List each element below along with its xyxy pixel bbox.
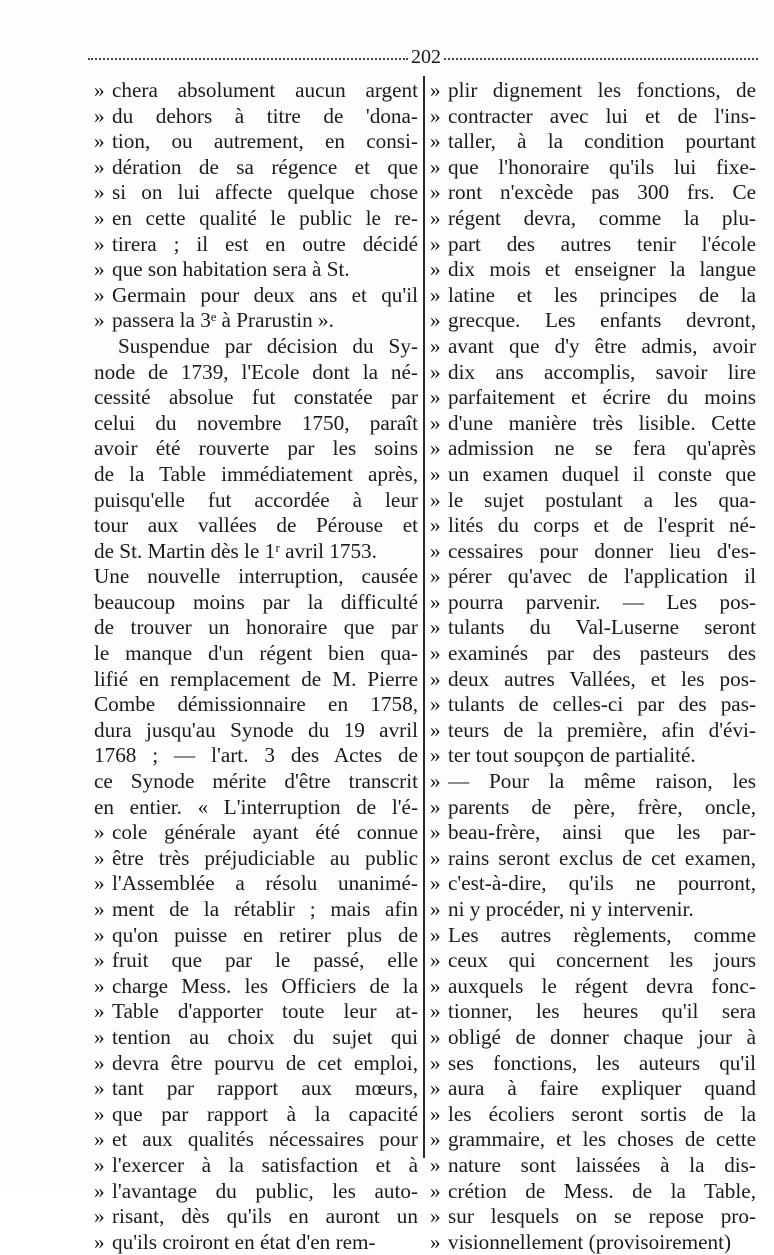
quote-mark: » <box>430 1076 441 1101</box>
text-line <box>430 590 756 616</box>
line-text: cessaires pour donner lieu d'es- <box>448 538 756 563</box>
text-line <box>94 871 418 897</box>
text-line <box>94 743 418 769</box>
quote-mark: » <box>430 871 441 896</box>
page-number: 202 <box>411 46 441 68</box>
quote-mark: » <box>94 129 105 154</box>
quote-mark: » <box>430 1050 441 1075</box>
line-text: dura jusqu'au Synode du 19 avril <box>94 717 418 742</box>
text-line <box>430 411 756 437</box>
quote-mark: » <box>430 794 441 819</box>
line-text: grecque. Les enfants devront, <box>448 308 756 333</box>
line-text: latine et les principes de la <box>448 282 756 307</box>
text-line <box>94 1076 418 1102</box>
text-line <box>430 539 756 565</box>
quote-mark: » <box>430 385 441 410</box>
line-text: risant, dès qu'ils en auront un <box>112 1204 418 1229</box>
text-line <box>430 462 756 488</box>
quote-mark: » <box>430 513 441 538</box>
text-line <box>430 180 756 206</box>
text-line <box>430 1153 756 1179</box>
line-text: passera la 3ᵉ à Prarustin ». <box>112 308 334 333</box>
text-line <box>430 104 756 130</box>
line-text: que l'honoraire qu'ils lui fixe- <box>448 154 756 179</box>
line-text: examinés par des pasteurs des <box>448 641 756 666</box>
line-text: Table d'apporter toute leur at- <box>112 999 418 1024</box>
line-text: avant que d'y être admis, avoir <box>448 333 756 358</box>
text-line <box>94 385 418 411</box>
quote-mark: » <box>430 1101 441 1126</box>
text-line <box>430 897 756 923</box>
text-line <box>430 1179 756 1205</box>
text-line <box>94 718 418 744</box>
text-line <box>94 795 418 821</box>
line-text: beau-frère, ainsi que les par- <box>448 820 756 845</box>
quote-mark: » <box>430 180 441 205</box>
line-text: tention au choix du sujet qui <box>112 1024 418 1049</box>
text-line <box>94 820 418 846</box>
line-text: dération de sa régence et que <box>112 154 418 179</box>
line-text: de la Table immédiatement après, <box>94 461 418 486</box>
line-text: parfaitement et écrire du moins <box>448 385 756 410</box>
line-text: ront n'excède pas 300 frs. Ce <box>448 180 756 205</box>
text-line <box>430 820 756 846</box>
quote-mark: » <box>430 743 441 768</box>
line-text: être très préjudiciable au public <box>112 845 418 870</box>
text-line <box>94 769 418 795</box>
quote-mark: » <box>430 564 441 589</box>
line-text: de trouver un honoraire que par <box>94 615 418 640</box>
quote-mark: » <box>94 1178 105 1203</box>
quote-mark: » <box>430 487 441 512</box>
text-line <box>94 564 418 590</box>
quote-mark: » <box>94 257 105 282</box>
quote-mark: » <box>430 717 441 742</box>
quote-mark: » <box>94 1204 105 1229</box>
text-line <box>94 846 418 872</box>
header-rule-left <box>88 58 408 60</box>
text-line <box>94 1127 418 1153</box>
line-text: rains seront exclus de cet examen, <box>448 845 756 870</box>
text-line <box>94 411 418 437</box>
line-text: ni y procéder, ni y intervenir. <box>448 897 694 921</box>
text-line <box>94 436 418 462</box>
line-text: tant par rapport aux mœurs, <box>112 1076 418 1101</box>
line-text: avoir été rouverte par les soins <box>94 436 418 461</box>
text-line <box>94 360 418 386</box>
line-text: chera absolument aucun argent <box>112 78 418 102</box>
quote-mark: » <box>430 257 441 282</box>
text-line <box>94 283 418 309</box>
line-text: node de 1739, l'Ecole dont la né- <box>94 359 418 384</box>
text-line <box>430 257 756 283</box>
line-text: lifié en remplacement de M. Pierre <box>94 666 418 691</box>
line-text: Les autres règlements, comme <box>448 922 756 947</box>
quote-mark: » <box>430 282 441 307</box>
text-line <box>430 1230 756 1255</box>
text-line <box>94 1230 418 1255</box>
text-line <box>430 1025 756 1051</box>
text-line <box>94 257 418 283</box>
quote-mark: » <box>430 589 441 614</box>
text-line <box>430 232 756 258</box>
text-line <box>94 1051 418 1077</box>
line-text: tour aux vallées de Pérouse et <box>94 513 418 538</box>
line-text: parents de père, frère, oncle, <box>448 794 756 819</box>
text-line <box>94 923 418 949</box>
quote-mark: » <box>430 769 441 794</box>
text-line <box>94 974 418 1000</box>
text-line <box>430 718 756 744</box>
quote-mark: » <box>430 205 441 230</box>
text-line <box>94 1204 418 1230</box>
line-text: le manque d'un régent bien qua- <box>94 641 418 666</box>
quote-mark: » <box>94 1024 105 1049</box>
line-text: nature sont laissées à la dis- <box>448 1152 756 1177</box>
text-line <box>430 360 756 386</box>
text-line <box>94 334 418 360</box>
quote-mark: » <box>94 1127 105 1152</box>
quote-mark: » <box>430 538 441 563</box>
header-rule-right <box>444 58 758 60</box>
quote-mark: » <box>430 1152 441 1177</box>
line-text: ment de la rétablir ; mais afin <box>112 897 418 921</box>
line-text: contracter avec lui et de l'ins- <box>448 103 756 128</box>
line-text: c'est-à-dire, qu'ils ne pourront, <box>448 871 756 896</box>
quote-mark: » <box>94 820 105 845</box>
text-line <box>94 513 418 539</box>
quote-mark: » <box>430 999 441 1024</box>
text-line <box>94 78 418 104</box>
text-line <box>94 999 418 1025</box>
line-text: le sujet postulant a les qua- <box>448 487 756 512</box>
page-header <box>88 44 758 72</box>
text-line <box>430 155 756 181</box>
line-text: auxquels le régent devra fonc- <box>448 973 756 998</box>
quote-mark: » <box>430 1204 441 1229</box>
text-line <box>430 283 756 309</box>
quote-mark: » <box>94 999 105 1024</box>
line-text: admission ne se fera qu'après <box>448 436 756 461</box>
text-column-right <box>430 78 756 1255</box>
text-line <box>430 1102 756 1128</box>
line-text: charge Mess. les Officiers de la <box>112 973 418 998</box>
quote-mark: » <box>430 1229 441 1254</box>
line-text: pérer qu'avec de l'application il <box>448 564 756 589</box>
quote-mark: » <box>430 973 441 998</box>
quote-mark: » <box>94 948 105 973</box>
text-line <box>94 206 418 232</box>
text-line <box>94 1153 418 1179</box>
quote-mark: » <box>94 282 105 307</box>
quote-mark: » <box>430 1178 441 1203</box>
text-line <box>94 488 418 514</box>
line-text: l'Assemblée a résolu unanimé- <box>112 871 418 896</box>
line-text: puisqu'elle fut accordée à leur <box>94 487 418 512</box>
quote-mark: » <box>94 1152 105 1177</box>
text-line <box>94 897 418 923</box>
text-line <box>430 974 756 1000</box>
quote-mark: » <box>430 1024 441 1049</box>
text-line <box>430 615 756 641</box>
text-line <box>430 308 756 334</box>
line-text: ceux qui concernent les jours <box>448 948 756 973</box>
text-line <box>430 871 756 897</box>
line-text: part des autres tenir l'école <box>448 231 756 256</box>
text-line <box>430 948 756 974</box>
line-text: teurs de la première, afin d'évi- <box>448 717 756 742</box>
quote-mark: » <box>94 871 105 896</box>
line-text: et aux qualités nécessaires pour <box>112 1127 418 1152</box>
text-line <box>430 692 756 718</box>
line-text: que son habitation sera à St. <box>112 257 350 282</box>
line-text: celui du novembre 1750, paraît <box>94 410 418 435</box>
quote-mark: » <box>94 922 105 947</box>
quote-mark: » <box>430 410 441 435</box>
quote-mark: » <box>94 78 105 102</box>
text-line <box>94 1102 418 1128</box>
line-text: 1768 ; — l'art. 3 des Actes de <box>94 743 418 768</box>
quote-mark: » <box>94 1229 105 1254</box>
quote-mark: » <box>94 1101 105 1126</box>
quote-mark: » <box>94 205 105 230</box>
line-text: dix ans accomplis, savoir lire <box>448 359 756 384</box>
line-text: plir dignement les fonctions, de <box>448 78 756 102</box>
line-text: — Pour la même raison, les <box>448 769 756 794</box>
quote-mark: » <box>430 359 441 384</box>
text-column-left <box>94 78 418 1255</box>
line-text: que par rapport à la capacité <box>112 1101 418 1126</box>
quote-mark: » <box>94 231 105 256</box>
text-line <box>430 1204 756 1230</box>
line-text: qu'on puisse en retirer plus de <box>112 922 418 947</box>
line-text: lités du corps et de l'esprit né- <box>448 513 756 538</box>
line-text: un examen duquel il conste que <box>448 461 756 486</box>
text-line <box>430 846 756 872</box>
text-line <box>94 104 418 130</box>
line-text: dix mois et enseigner la langue <box>448 257 756 282</box>
quote-mark: » <box>430 78 441 102</box>
line-text: ses fonctions, les auteurs qu'il <box>448 1050 756 1075</box>
line-text: Combe démissionnaire en 1758, <box>94 692 418 717</box>
line-text: du dehors à titre de 'dona- <box>112 103 418 128</box>
quote-mark: » <box>430 641 441 666</box>
text-line <box>430 667 756 693</box>
line-text: tionner, les heures qu'il sera <box>448 999 756 1024</box>
line-text: sur lesquels on se repose pro- <box>448 1204 756 1229</box>
quote-mark: » <box>94 845 105 870</box>
text-line <box>94 692 418 718</box>
text-line <box>94 590 418 616</box>
line-text: l'avantage du public, les auto- <box>112 1178 418 1203</box>
text-line <box>430 513 756 539</box>
quote-mark: » <box>430 922 441 947</box>
line-text: ter tout soupçon de partialité. <box>448 743 696 768</box>
line-text: fruit que par le passé, elle <box>112 948 418 973</box>
quote-mark: » <box>430 897 441 921</box>
quote-mark: » <box>430 333 441 358</box>
quote-mark: » <box>430 615 441 640</box>
line-text: devra être pourvu de cet emploi, <box>112 1050 418 1075</box>
line-text: tulants du Val-Luserne seront <box>448 615 756 640</box>
text-line <box>94 462 418 488</box>
quote-mark: » <box>430 436 441 461</box>
line-text: de St. Martin dès le 1ʳ avril 1753. <box>94 538 377 563</box>
line-text: deux autres Vallées, et les pos- <box>448 666 756 691</box>
line-text: cessité absolue fut constatée par <box>94 385 418 410</box>
text-line <box>430 1127 756 1153</box>
quote-mark: » <box>94 1050 105 1075</box>
quote-mark: » <box>430 820 441 845</box>
quote-mark: » <box>430 461 441 486</box>
line-text: crétion de Mess. de la Table, <box>448 1178 756 1203</box>
line-text: régent devra, comme la plu- <box>448 205 756 230</box>
quote-mark: » <box>430 308 441 333</box>
quote-mark: » <box>94 154 105 179</box>
text-line <box>94 615 418 641</box>
text-line <box>430 999 756 1025</box>
text-line <box>94 308 418 334</box>
line-text: tirera ; il est en outre décidé <box>112 231 418 256</box>
line-text: taller, à la condition pourtant <box>448 129 756 154</box>
quote-mark: » <box>430 103 441 128</box>
line-text: obligé de donner chaque jour à <box>448 1024 756 1049</box>
line-text: si on lui affecte quelque chose <box>112 180 418 205</box>
line-text: Une nouvelle interruption, causée <box>94 564 418 589</box>
quote-mark: » <box>94 897 105 921</box>
text-line <box>430 206 756 232</box>
line-text: tulants de celles-ci par des pas- <box>448 692 756 717</box>
line-text: aura à faire expliquer quand <box>448 1076 756 1101</box>
line-text: tion, ou autrement, en consi- <box>112 129 418 154</box>
text-line <box>430 743 756 769</box>
quote-mark: » <box>430 129 441 154</box>
quote-mark: » <box>430 154 441 179</box>
text-line <box>430 769 756 795</box>
quote-mark: » <box>94 1076 105 1101</box>
text-line <box>94 155 418 181</box>
text-line <box>430 923 756 949</box>
line-text: grammaire, et les choses de cette <box>448 1127 756 1152</box>
text-line <box>94 1179 418 1205</box>
quote-mark: » <box>94 103 105 128</box>
text-line <box>94 948 418 974</box>
line-text: en entier. « L'interruption de l'é- <box>94 794 418 819</box>
text-line <box>94 641 418 667</box>
text-line <box>94 667 418 693</box>
line-text: pourra parvenir. — Les pos- <box>448 589 756 614</box>
text-line <box>94 129 418 155</box>
column-divider <box>423 76 425 1158</box>
line-text: qu'ils croiront en état d'en rem- <box>112 1229 376 1254</box>
text-line <box>94 1025 418 1051</box>
text-line <box>430 78 756 104</box>
quote-mark: » <box>430 948 441 973</box>
line-text: les écoliers seront sortis de la <box>448 1101 756 1126</box>
line-text: d'une manière très lisible. Cette <box>448 410 756 435</box>
text-line <box>430 334 756 360</box>
line-text: cole générale ayant été connue <box>112 820 418 845</box>
text-line <box>94 539 418 565</box>
line-text: beaucoup moins par la difficulté <box>94 589 418 614</box>
text-line <box>430 795 756 821</box>
text-line <box>430 564 756 590</box>
line-text: en cette qualité le public le re- <box>112 205 418 230</box>
text-line <box>430 1051 756 1077</box>
text-line <box>430 641 756 667</box>
quote-mark: » <box>94 308 105 333</box>
quote-mark: » <box>430 845 441 870</box>
text-line <box>430 129 756 155</box>
line-text: visionnellement (provisoirement) <box>448 1229 732 1254</box>
line-text: ce Synode mérite d'être transcrit <box>94 769 418 794</box>
quote-mark: » <box>430 692 441 717</box>
text-line <box>430 488 756 514</box>
quote-mark: » <box>430 666 441 691</box>
text-line <box>430 436 756 462</box>
quote-mark: » <box>94 180 105 205</box>
text-line <box>430 385 756 411</box>
text-line <box>94 232 418 258</box>
line-text: Suspendue par décision du Sy- <box>118 333 418 358</box>
line-text: Germain pour deux ans et qu'il <box>112 282 418 307</box>
quote-mark: » <box>94 973 105 998</box>
text-line <box>430 1076 756 1102</box>
quote-mark: » <box>430 1127 441 1152</box>
line-text: l'exercer à la satisfaction et à <box>112 1152 418 1177</box>
text-line <box>94 180 418 206</box>
quote-mark: » <box>430 231 441 256</box>
